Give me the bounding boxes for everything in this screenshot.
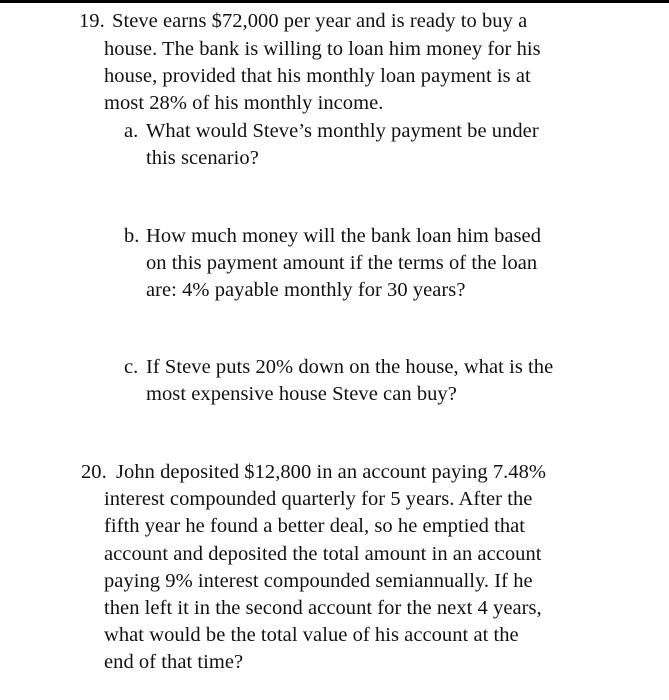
problem-19-part-b-label: b. <box>124 225 140 247</box>
problem-19-stem-line: most 28% of his monthly income. <box>104 92 384 114</box>
problem-19-stem-line: house, provided that his monthly loan payment is at <box>104 65 531 87</box>
problem-20-line: paying 9% interest compounded semiannually. If he <box>104 570 533 592</box>
problem-19-part-a-label: a. <box>124 120 139 142</box>
problem-19-part-b-line: How much money will the bank loan him based <box>146 225 541 247</box>
problem-20-line: John deposited $12,800 in an account paying 7.48% <box>116 461 547 483</box>
problem-19-stem-line: house. The bank is willing to loan him money for his <box>104 38 541 60</box>
top-border-rule <box>0 0 669 3</box>
problem-19-part-c-line: If Steve puts 20% down on the house, what is the <box>146 356 554 378</box>
problem-19-part-c-label: c. <box>124 356 139 378</box>
problem-19-part-c-line: most expensive house Steve can buy? <box>146 383 457 405</box>
problem-19-number: 19. <box>79 10 105 32</box>
problem-20-line: account and deposited the total amount in an account <box>104 543 542 565</box>
problem-20-line: fifth year he found a better deal, so he emptied that <box>104 515 526 537</box>
problem-19-part-b-line: are: 4% payable monthly for 30 years? <box>146 279 466 301</box>
problem-19-part-a-line: What would Steve’s monthly payment be under <box>146 120 539 142</box>
problem-19-stem-line: Steve earns $72,000 per year and is ready to buy a <box>112 10 528 32</box>
problem-20-line: then left it in the second account for the next 4 years, <box>104 597 542 619</box>
problem-20-line: what would be the total value of his account at the <box>104 624 519 646</box>
problem-20-line: interest compounded quarterly for 5 years. After the <box>104 488 533 510</box>
problem-20-line: end of that time? <box>104 651 244 673</box>
problem-19-part-b-line: on this payment amount if the terms of the loan <box>146 252 538 274</box>
problem-20-number: 20. <box>81 461 107 483</box>
problem-19-part-a-line: this scenario? <box>146 147 259 169</box>
